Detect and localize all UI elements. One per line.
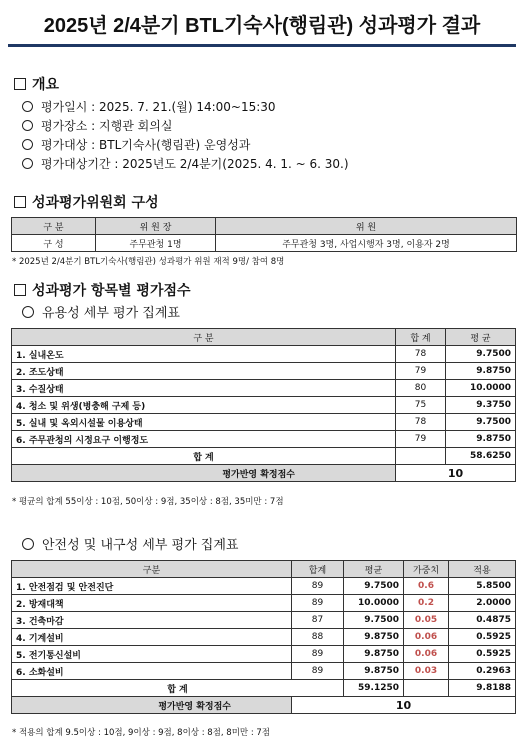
final-label: 평가반영 확정점수 xyxy=(12,465,396,482)
row-applied: 0.4875 xyxy=(449,612,516,629)
checkbox-square-icon xyxy=(14,196,26,208)
row-avg: 10.0000 xyxy=(344,595,404,612)
row-applied: 5.8500 xyxy=(449,578,516,595)
circle-bullet-icon xyxy=(22,120,33,131)
checkbox-square-icon xyxy=(14,78,26,90)
page-title: 2025년 2/4분기 BTL기숙사(행림관) 성과평가 결과 xyxy=(8,6,516,47)
committee-table xyxy=(11,217,517,252)
circle-bullet-icon xyxy=(22,101,33,112)
row-applied: 0.2963 xyxy=(449,663,516,680)
final-value: 10 xyxy=(292,697,516,714)
row-label: 2. 조도상태 xyxy=(12,363,396,380)
final-value: 10 xyxy=(396,465,516,482)
table-header: 위 원 xyxy=(216,218,517,235)
circle-bullet-icon xyxy=(22,538,34,550)
final-row xyxy=(12,465,516,482)
row-sum: 79 xyxy=(396,431,446,448)
row-sum: 89 xyxy=(292,595,344,612)
table-header: 가중치 xyxy=(404,561,449,578)
safety-table xyxy=(11,560,516,714)
final-label: 평가반영 확정점수 xyxy=(12,697,292,714)
total-label: 합 계 xyxy=(12,448,396,465)
table-row xyxy=(12,414,516,431)
row-sum: 89 xyxy=(292,663,344,680)
table-header: 합계 xyxy=(292,561,344,578)
row-sum: 75 xyxy=(396,397,446,414)
row-label: 3. 수질상태 xyxy=(12,380,396,397)
total-weight-empty xyxy=(404,680,449,697)
row-label: 4. 청소 및 위생(병충해 구제 등) xyxy=(12,397,396,414)
table-row xyxy=(12,346,516,363)
row-weight: 0.2 xyxy=(404,595,449,612)
total-row xyxy=(12,448,516,465)
circle-bullet-icon xyxy=(22,158,33,169)
row-label: 6. 소화설비 xyxy=(12,663,292,680)
table-row xyxy=(12,629,516,646)
row-sum: 78 xyxy=(396,346,446,363)
row-avg: 9.8750 xyxy=(344,629,404,646)
row-sum: 88 xyxy=(292,629,344,646)
usability-note: * 평균의 합계 55이상 : 10점, 50이상 : 9점, 35이상 : 8점, 35미만 : 7점 xyxy=(12,497,284,507)
row-sum: 80 xyxy=(396,380,446,397)
table-row xyxy=(12,612,516,629)
row-avg: 9.7500 xyxy=(446,414,516,431)
total-sum-empty xyxy=(396,448,446,465)
row-applied: 0.5925 xyxy=(449,629,516,646)
row-weight: 0.03 xyxy=(404,663,449,680)
row-weight: 0.05 xyxy=(404,612,449,629)
row-avg: 9.7500 xyxy=(344,578,404,595)
row-weight: 0.06 xyxy=(404,629,449,646)
total-avg: 59.1250 xyxy=(344,680,404,697)
table-row xyxy=(12,578,516,595)
table-row xyxy=(12,646,516,663)
overview-item: 평가대상 : BTL기숙사(행림관) 운영성과 xyxy=(22,136,250,153)
overview-item: 평가일시 : 2025. 7. 21.(월) 14:00~15:30 xyxy=(22,98,276,115)
safety-note: * 적용의 합계 9.5이상 : 10점, 9이상 : 9점, 8이상 : 8점, 8미만 : 7점 xyxy=(12,728,271,738)
row-avg: 9.7500 xyxy=(344,612,404,629)
row-label: 6. 주무관청의 시정요구 이행정도 xyxy=(12,431,396,448)
table-cell: 구 성 xyxy=(12,235,96,252)
table-cell: 주무관청 3명, 사업시행자 3명, 이용자 2명 xyxy=(216,235,517,252)
usability-table xyxy=(11,328,516,482)
section-committee-heading: 성과평가위원회 구성 xyxy=(14,192,159,212)
table-header: 평균 xyxy=(344,561,404,578)
total-applied: 9.8188 xyxy=(449,680,516,697)
final-row xyxy=(12,697,516,714)
row-label: 3. 건축마감 xyxy=(12,612,292,629)
row-avg: 9.8750 xyxy=(446,363,516,380)
safety-subheading: 안전성 및 내구성 세부 평가 집계표 xyxy=(22,534,238,553)
table-row xyxy=(12,663,516,680)
row-avg: 10.0000 xyxy=(446,380,516,397)
circle-bullet-icon xyxy=(22,306,34,318)
row-avg: 9.7500 xyxy=(446,346,516,363)
total-row xyxy=(12,680,516,697)
row-avg: 9.3750 xyxy=(446,397,516,414)
row-label: 5. 전기통신설비 xyxy=(12,646,292,663)
table-cell: 주무관청 1명 xyxy=(96,235,216,252)
table-row xyxy=(12,431,516,448)
row-label: 1. 실내온도 xyxy=(12,346,396,363)
table-header: 평 균 xyxy=(446,329,516,346)
table-row xyxy=(12,363,516,380)
table-header: 합 계 xyxy=(396,329,446,346)
total-label: 합 계 xyxy=(12,680,344,697)
overview-item: 평가장소 : 지행관 회의실 xyxy=(22,117,172,134)
table-row xyxy=(12,595,516,612)
row-sum: 89 xyxy=(292,646,344,663)
table-row xyxy=(12,380,516,397)
row-label: 2. 방재대책 xyxy=(12,595,292,612)
row-applied: 2.0000 xyxy=(449,595,516,612)
section-overview-heading: 개요 xyxy=(14,74,59,94)
table-header: 구 분 xyxy=(12,329,396,346)
row-weight: 0.06 xyxy=(404,646,449,663)
committee-note: * 2025년 2/4분기 BTL기숙사(행림관) 성과평가 위원 재적 9명/ 참여 8명 xyxy=(12,257,285,267)
table-row xyxy=(12,397,516,414)
row-sum: 78 xyxy=(396,414,446,431)
table-header: 위 원 장 xyxy=(96,218,216,235)
row-sum: 79 xyxy=(396,363,446,380)
row-sum: 89 xyxy=(292,578,344,595)
table-header: 적용 xyxy=(449,561,516,578)
row-label: 5. 실내 및 옥외시설물 이용상태 xyxy=(12,414,396,431)
row-label: 1. 안전점검 및 안전진단 xyxy=(12,578,292,595)
table-header: 구 분 xyxy=(12,218,96,235)
section-scores-heading: 성과평가 항목별 평가점수 xyxy=(14,280,191,300)
row-weight: 0.6 xyxy=(404,578,449,595)
table-header: 구분 xyxy=(12,561,292,578)
usability-subheading: 유용성 세부 평가 집계표 xyxy=(22,302,180,321)
row-sum: 87 xyxy=(292,612,344,629)
checkbox-square-icon xyxy=(14,284,26,296)
total-avg: 58.6250 xyxy=(446,448,516,465)
row-avg: 9.8750 xyxy=(344,646,404,663)
overview-item: 평가대상기간 : 2025년도 2/4분기(2025. 4. 1. ~ 6. 30.) xyxy=(22,155,349,172)
row-avg: 9.8750 xyxy=(446,431,516,448)
circle-bullet-icon xyxy=(22,139,33,150)
row-applied: 0.5925 xyxy=(449,646,516,663)
row-avg: 9.8750 xyxy=(344,663,404,680)
row-label: 4. 기계설비 xyxy=(12,629,292,646)
